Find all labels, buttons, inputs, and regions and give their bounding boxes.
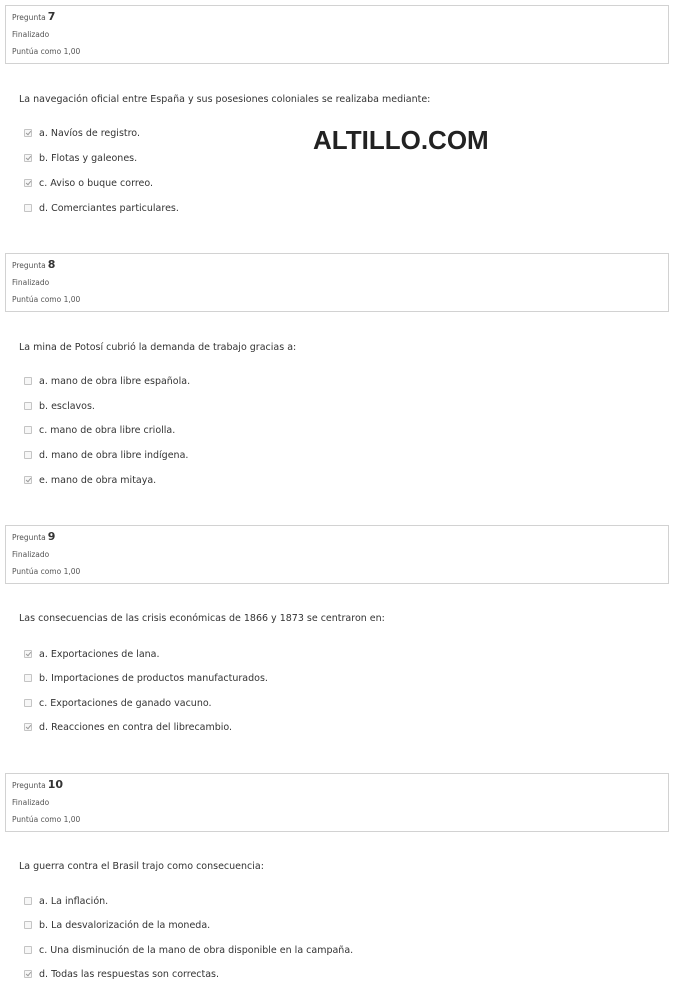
checkbox[interactable] xyxy=(24,674,32,682)
checkbox[interactable] xyxy=(24,377,32,385)
answer-label: a. Exportaciones de lana. xyxy=(39,648,160,660)
question-state: Finalizado xyxy=(12,30,50,39)
question-mark: Puntúa como 1,00 xyxy=(12,47,81,56)
question-state: Finalizado xyxy=(12,550,50,559)
answer-option[interactable] xyxy=(24,127,140,139)
answer-label: d. Comerciantes particulares. xyxy=(39,202,179,214)
question-number: Pregunta 8 xyxy=(12,258,56,271)
question-number: Pregunta 10 xyxy=(12,778,64,791)
question-number: Pregunta 9 xyxy=(12,530,56,543)
answer-option[interactable] xyxy=(24,202,179,214)
answer-option[interactable] xyxy=(24,648,160,660)
checkbox[interactable] xyxy=(24,699,32,707)
answer-option[interactable] xyxy=(24,375,190,387)
answer-label: b. esclavos. xyxy=(39,400,95,412)
answer-option[interactable] xyxy=(24,697,212,709)
answer-label: c. mano de obra libre criolla. xyxy=(39,424,176,436)
checkbox[interactable] xyxy=(24,476,32,484)
answer-option[interactable] xyxy=(24,474,156,486)
checkbox[interactable] xyxy=(24,204,32,212)
question-number: Pregunta 7 xyxy=(12,10,56,23)
answer-label: d. mano de obra libre indígena. xyxy=(39,449,189,461)
checkbox[interactable] xyxy=(24,179,32,187)
answer-label: a. mano de obra libre española. xyxy=(39,375,191,387)
question-state: Finalizado xyxy=(12,278,50,287)
watermark: ALTILLO.COM xyxy=(313,125,489,155)
answer-label: c. Exportaciones de ganado vacuno. xyxy=(39,697,212,709)
checkbox[interactable] xyxy=(24,723,32,731)
question-text: La guerra contra el Brasil trajo como consecuencia: xyxy=(19,861,264,872)
answer-label: d. Todas las respuestas son correctas. xyxy=(39,968,220,980)
answer-option[interactable] xyxy=(24,400,95,412)
answer-label: c. Una disminución de la mano de obra disponible en la campaña. xyxy=(39,944,354,956)
answer-option[interactable] xyxy=(24,944,353,956)
answer-label: c. Aviso o buque correo. xyxy=(39,177,154,189)
question-text: La navegación oficial entre España y sus posesiones coloniales se realizaba mediante: xyxy=(19,94,431,105)
checkbox[interactable] xyxy=(24,650,32,658)
checkbox[interactable] xyxy=(24,154,32,162)
answer-option[interactable] xyxy=(24,177,153,189)
answer-option[interactable] xyxy=(24,449,188,461)
checkbox[interactable] xyxy=(24,946,32,954)
question-mark: Puntúa como 1,00 xyxy=(12,295,81,304)
answer-label: e. mano de obra mitaya. xyxy=(39,474,157,486)
checkbox[interactable] xyxy=(24,402,32,410)
answer-label: d. Reacciones en contra del librecambio. xyxy=(39,721,233,733)
question-info-box xyxy=(5,5,669,64)
answer-option[interactable] xyxy=(24,152,137,164)
checkbox[interactable] xyxy=(24,921,32,929)
answer-option[interactable] xyxy=(24,672,268,684)
question-info-box xyxy=(5,253,669,312)
question-text: La mina de Potosí cubrió la demanda de trabajo gracias a: xyxy=(19,342,297,353)
checkbox[interactable] xyxy=(24,451,32,459)
question-info-box xyxy=(5,525,669,584)
checkbox[interactable] xyxy=(24,426,32,434)
checkbox[interactable] xyxy=(24,897,32,905)
answer-label: a. Navíos de registro. xyxy=(39,127,140,139)
answer-option[interactable] xyxy=(24,919,210,931)
answer-label: b. La desvalorización de la moneda. xyxy=(39,919,211,931)
answer-label: b. Flotas y galeones. xyxy=(39,152,138,164)
question-info-box xyxy=(5,773,669,832)
answer-option[interactable] xyxy=(24,424,175,436)
answer-option[interactable] xyxy=(24,895,108,907)
answer-label: a. La inflación. xyxy=(39,895,109,907)
question-state: Finalizado xyxy=(12,798,50,807)
answer-option[interactable] xyxy=(24,968,219,980)
question-text: Las consecuencias de las crisis económicas de 1866 y 1873 se centraron en: xyxy=(19,613,385,624)
question-mark: Puntúa como 1,00 xyxy=(12,815,81,824)
checkbox[interactable] xyxy=(24,970,32,978)
answer-option[interactable] xyxy=(24,721,232,733)
checkbox[interactable] xyxy=(24,129,32,137)
question-mark: Puntúa como 1,00 xyxy=(12,567,81,576)
answer-label: b. Importaciones de productos manufacturados. xyxy=(39,672,268,684)
